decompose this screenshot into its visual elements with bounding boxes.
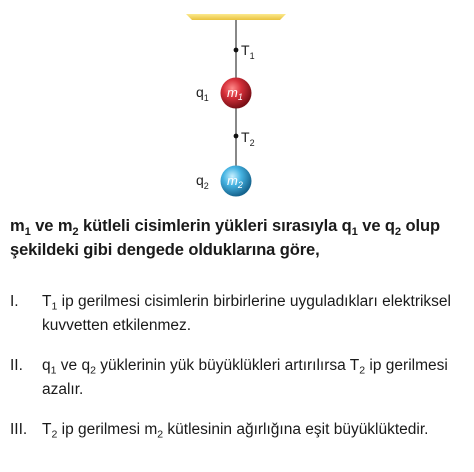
label-t2: $T_2$ <box>241 129 255 148</box>
label-q2: $q_2$ <box>196 172 209 191</box>
statement-number: I. <box>10 293 19 310</box>
label-t1: $T_1$ <box>241 42 255 61</box>
statement-text: $T_2$ ip gerilmesi $m_2$ kütlesinin ağırlığına eşit büyüklüktedir. <box>42 421 429 441</box>
label-q1: $q_1$ <box>196 84 209 103</box>
statement-number: III. <box>10 421 28 438</box>
ball-label-m1: $m_1$ <box>227 85 243 102</box>
tension-point-t2 <box>234 134 239 139</box>
ceiling <box>186 14 286 20</box>
statement-text: $T_1$ ip gerilmesi cisimlerin birbirlerine uyguladıkları elektriksel kuvvetten etkilenmez. <box>42 293 451 334</box>
hanging-charges-figure <box>0 0 474 205</box>
ball-label-m2: $m_2$ <box>227 173 243 190</box>
statement-number: II. <box>10 357 23 374</box>
tension-point-t1 <box>234 48 239 53</box>
statement-text: $q_1$ ve $q_2$ yüklerinin yük büyüklükleri artırılırsa $T_2$ ip gerilmesi azalır. <box>42 357 448 398</box>
question-stem: $m_1$ ve $m_2$ kütleli cisimlerin yükleri sırasıyla $q_1$ ve $q_2$ olup şekildeki gibi dengede olduklarına göre, <box>10 217 440 259</box>
